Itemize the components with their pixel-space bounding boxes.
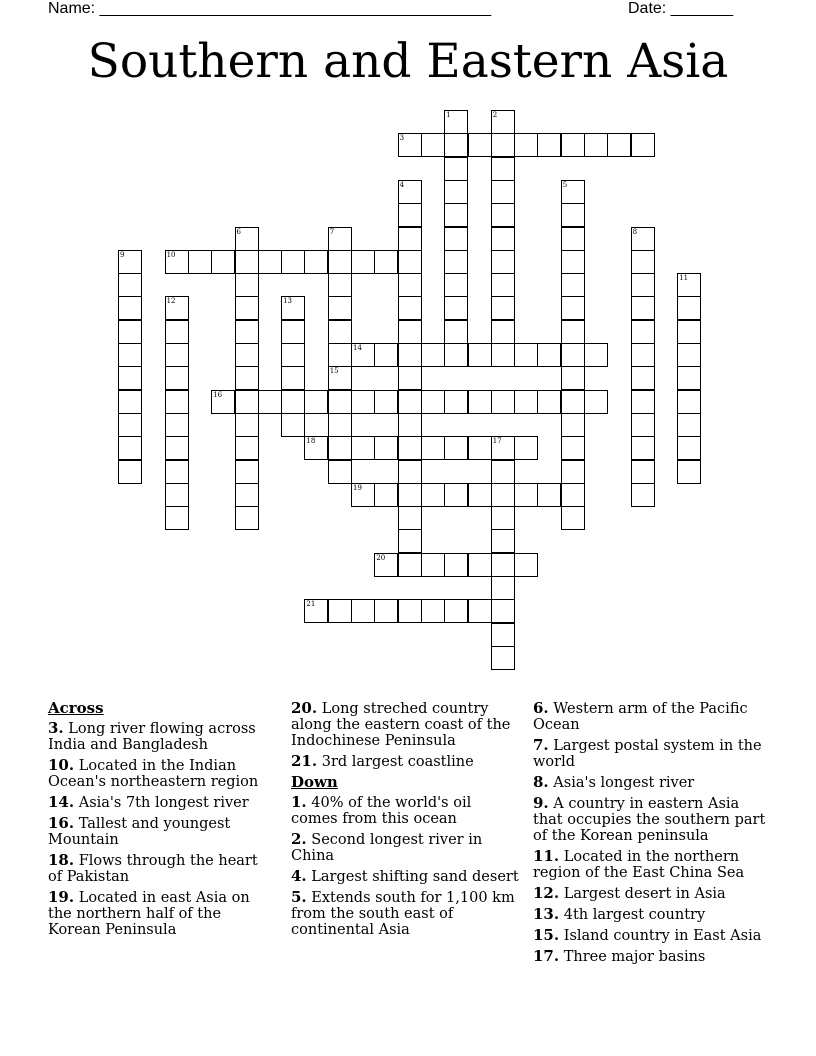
clue-number-label: 21 [306,600,316,609]
clue-number: 15. [533,926,560,944]
grid-cell[interactable] [561,133,585,157]
clue-text: Long river flowing across India and Bangladesh [48,721,256,753]
clue-number-label: 2 [492,111,498,119]
grid-cell[interactable] [165,343,189,367]
grid-cell[interactable] [304,599,328,623]
grid-cell[interactable] [444,133,468,157]
grid-cell[interactable] [398,529,422,553]
clue-number: 17. [533,947,560,965]
grid-cell[interactable] [235,366,259,390]
clue-number: 1. [291,793,307,811]
clue-number-label: 15 [329,367,339,376]
grid-cell[interactable] [304,250,328,274]
grid-cell[interactable] [514,553,538,577]
grid-cell[interactable] [165,436,189,460]
grid-cell[interactable] [491,646,515,670]
grid-cell[interactable] [165,483,189,507]
grid-cell[interactable] [631,133,655,157]
clue-text: Asia's longest river [553,775,695,791]
clue-number: 2. [291,830,307,848]
grid-cell[interactable] [468,343,492,367]
name-field-line: Name: ____________________________________________ [48,0,492,17]
clue-number: 3. [48,719,64,737]
grid-cell[interactable] [281,343,305,367]
grid-cell[interactable] [561,227,585,251]
grid-cell[interactable] [677,413,701,437]
grid-cell[interactable] [561,436,585,460]
clue-number-label: 7 [329,227,335,236]
grid-cell[interactable] [631,227,655,251]
grid-cell[interactable] [677,320,701,344]
across-clue [291,753,519,770]
down-clue [533,906,773,923]
grid-cell[interactable] [468,599,492,623]
grid-cell[interactable] [561,366,585,390]
grid-cell[interactable] [444,180,468,204]
grid-cell[interactable] [328,227,352,251]
grid-cell[interactable] [398,553,422,577]
grid-cell[interactable] [514,390,538,414]
across-heading: Across [48,699,104,717]
clue-text: Three major basins [563,949,706,965]
grid-cell[interactable] [677,460,701,484]
grid-cell[interactable] [444,390,468,414]
grid-cell[interactable] [491,623,515,647]
grid-cell[interactable] [561,320,585,344]
grid-cell[interactable] [118,296,142,320]
grid-cell[interactable] [118,390,142,414]
clue-text: A country in eastern Asia that occupies the southern part of the Korean peninsula [533,796,766,844]
clue-number: 21. [291,752,318,770]
grid-cell[interactable] [537,390,561,414]
clue-number: 8. [533,773,549,791]
grid-cell[interactable] [491,250,515,274]
grid-cell[interactable] [491,273,515,297]
down-clue [291,831,519,864]
grid-cell[interactable] [398,250,422,274]
grid-cell[interactable] [351,390,375,414]
clue-text: Extends south for 1,100 km from the south east of continental Asia [291,890,515,938]
clue-number-label: 19 [353,483,362,492]
down-clue [291,794,519,827]
grid-cell[interactable] [491,296,515,320]
grid-cell[interactable] [398,390,422,414]
grid-cell[interactable] [374,250,398,274]
grid-cell[interactable] [491,157,515,181]
grid-cell[interactable] [328,343,352,367]
grid-cell[interactable] [491,529,515,553]
grid-cell[interactable] [444,203,468,227]
grid-cell[interactable] [561,460,585,484]
grid-cell[interactable] [235,436,259,460]
grid-cell[interactable] [398,320,422,344]
grid-cell[interactable] [584,343,608,367]
grid-cell[interactable] [537,343,561,367]
clue-number-label: 14 [353,344,362,352]
clue-number-label: 18 [306,437,316,446]
grid-cell[interactable] [444,110,468,134]
grid-cell[interactable] [118,436,142,460]
clue-text: 3rd largest coastline [321,754,474,770]
grid-cell[interactable] [235,296,259,320]
grid-cell[interactable] [631,320,655,344]
clue-number: 19. [48,888,75,906]
grid-cell[interactable] [281,390,305,414]
grid-cell[interactable] [398,203,422,227]
grid-cell[interactable] [258,250,282,274]
clue-number: 13. [533,905,560,923]
grid-cell[interactable] [398,133,422,157]
grid-cell[interactable] [468,553,492,577]
grid-cell[interactable] [561,413,585,437]
grid-cell[interactable] [677,436,701,460]
grid-cell[interactable] [514,483,538,507]
clue-text: Western arm of the Pacific Ocean [533,701,748,733]
clue-number: 16. [48,814,75,832]
grid-cell[interactable] [165,366,189,390]
grid-cell[interactable] [165,460,189,484]
clue-text: 4th largest country [563,907,706,923]
grid-cell[interactable] [235,460,259,484]
clue-number: 7. [533,736,549,754]
grid-cell[interactable] [421,390,445,414]
clue-number: 10. [48,756,75,774]
grid-cell[interactable] [281,366,305,390]
clue-number-label: 8 [632,227,638,236]
down-clue [533,774,773,791]
clue-number: 12. [533,884,560,902]
clue-number: 11. [533,847,560,865]
down-clue [533,948,773,965]
down-clue [533,927,773,944]
grid-cell[interactable] [398,599,422,623]
grid-cell[interactable] [444,157,468,181]
grid-cell[interactable] [398,413,422,437]
clue-text: Island country in East Asia [563,928,762,944]
grid-cell[interactable] [491,133,515,157]
grid-cell[interactable] [584,390,608,414]
grid-cell[interactable] [258,390,282,414]
clue-number-label: 5 [562,180,568,189]
grid-cell[interactable] [561,250,585,274]
grid-cell[interactable] [165,320,189,344]
page-title: Southern and Eastern Asia [87,34,729,89]
grid-cell[interactable] [631,483,655,507]
clues-column-2 [291,700,519,942]
grid-cell[interactable] [398,366,422,390]
grid-cell[interactable] [398,296,422,320]
grid-cell[interactable] [468,390,492,414]
grid-cell[interactable] [235,227,259,251]
down-clue [533,737,773,770]
grid-cell[interactable] [491,227,515,251]
grid-cell[interactable] [677,296,701,320]
clue-number-label: 17 [492,437,502,446]
grid-cell[interactable] [468,483,492,507]
grid-cell[interactable] [491,390,515,414]
grid-cell[interactable] [444,250,468,274]
grid-cell[interactable] [491,343,515,367]
grid-cell[interactable] [561,296,585,320]
clue-text: Long streched country along the eastern coast of the Indochinese Peninsula [291,701,511,749]
grid-cell[interactable] [631,390,655,414]
grid-cell[interactable] [421,133,445,157]
clue-number-label: 1 [446,111,451,119]
grid-cell[interactable] [235,320,259,344]
clue-number: 18. [48,851,75,869]
grid-cell[interactable] [584,133,608,157]
grid-cell[interactable] [328,390,352,414]
clue-number: 6. [533,699,549,717]
clue-number-label: 16 [213,390,223,399]
grid-cell[interactable] [328,436,352,460]
grid-cell[interactable] [235,273,259,297]
clue-text: Largest desert in Asia [563,886,726,902]
grid-cell[interactable] [118,460,142,484]
grid-cell[interactable] [328,460,352,484]
clue-text: Located in east Asia on the northern half of the Korean Peninsula [48,890,250,938]
grid-cell[interactable] [374,483,398,507]
clue-number: 14. [48,793,75,811]
down-clue [291,868,519,885]
grid-cell[interactable] [188,250,212,274]
grid-cell[interactable] [165,506,189,530]
across-clue [291,700,519,749]
grid-cell[interactable] [444,296,468,320]
grid-cell[interactable] [118,366,142,390]
grid-cell[interactable] [491,483,515,507]
across-clue [48,757,276,790]
clue-number: 5. [291,888,307,906]
grid-cell[interactable] [444,436,468,460]
clue-number: 20. [291,699,318,717]
grid-cell[interactable] [561,506,585,530]
grid-cell[interactable] [351,436,375,460]
clue-number: 4. [291,867,307,885]
down-clue [533,795,773,844]
grid-cell[interactable] [677,343,701,367]
grid-cell[interactable] [444,227,468,251]
grid-cell[interactable] [398,343,422,367]
grid-cell[interactable] [328,296,352,320]
grid-cell[interactable] [398,506,422,530]
grid-cell[interactable] [561,483,585,507]
grid-cell[interactable] [421,553,445,577]
grid-cell[interactable] [491,320,515,344]
grid-cell[interactable] [537,133,561,157]
grid-cell[interactable] [118,273,142,297]
grid-cell[interactable] [304,390,328,414]
grid-cell[interactable] [165,413,189,437]
grid-cell[interactable] [118,343,142,367]
grid-cell[interactable] [328,599,352,623]
grid-cell[interactable] [304,436,328,460]
grid-cell[interactable] [374,343,398,367]
grid-cell[interactable] [631,273,655,297]
grid-cell[interactable] [165,250,189,274]
grid-cell[interactable] [421,599,445,623]
grid-cell[interactable] [374,436,398,460]
grid-cell[interactable] [165,390,189,414]
grid-cell[interactable] [677,273,701,297]
grid-cell[interactable] [444,599,468,623]
grid-cell[interactable] [235,343,259,367]
grid-cell[interactable] [351,483,375,507]
grid-cell[interactable] [351,343,375,367]
grid-cell[interactable] [561,203,585,227]
clue-number-label: 9 [120,250,125,259]
clue-text: 40% of the world's oil comes from this ocean [291,795,472,827]
grid-cell[interactable] [235,483,259,507]
grid-cell[interactable] [444,273,468,297]
down-clue [533,885,773,902]
grid-cell[interactable] [235,413,259,437]
clue-text: Largest shifting sand desert [311,869,519,885]
clue-text: Second longest river in China [291,832,483,864]
clue-text: Located in the northern region of the East China Sea [533,849,745,881]
date-field-line: Date: _______ [628,0,733,17]
clue-number-label: 11 [679,274,689,283]
grid-cell[interactable] [444,343,468,367]
down-heading: Down [291,773,338,791]
grid-cell[interactable] [491,110,515,134]
grid-cell[interactable] [421,436,445,460]
grid-cell[interactable] [421,343,445,367]
clue-text: Flows through the heart of Pakistan [48,853,258,885]
grid-cell[interactable] [468,133,492,157]
clues-column-3 [533,700,773,969]
grid-cell[interactable] [211,250,235,274]
grid-cell[interactable] [444,483,468,507]
clue-number: 9. [533,794,549,812]
across-clue [48,720,276,753]
clue-text: Asia's 7th longest river [78,795,249,811]
across-clue [48,852,276,885]
clues-column-1 [48,700,276,942]
grid-cell[interactable] [328,273,352,297]
grid-cell[interactable] [235,506,259,530]
clue-number-label: 13 [283,297,293,306]
grid-cell[interactable] [328,366,352,390]
grid-cell[interactable] [491,460,515,484]
grid-cell[interactable] [398,273,422,297]
grid-cell[interactable] [631,436,655,460]
grid-cell[interactable] [491,599,515,623]
grid-cell[interactable] [561,390,585,414]
grid-cell[interactable] [281,413,305,437]
across-clue [48,889,276,938]
down-clue [533,848,773,881]
grid-cell[interactable] [631,366,655,390]
grid-cell[interactable] [328,320,352,344]
grid-cell[interactable] [444,553,468,577]
clue-text: Tallest and youngest Mountain [48,816,231,848]
grid-cell[interactable] [491,203,515,227]
grid-cell[interactable] [374,553,398,577]
grid-cell[interactable] [118,250,142,274]
grid-cell[interactable] [118,413,142,437]
grid-cell[interactable] [677,390,701,414]
grid-cell[interactable] [514,133,538,157]
grid-cell[interactable] [514,343,538,367]
grid-cell[interactable] [561,343,585,367]
grid-cell[interactable] [398,180,422,204]
across-clue [48,815,276,848]
grid-cell[interactable] [631,460,655,484]
grid-cell[interactable] [561,273,585,297]
grid-cell[interactable] [677,366,701,390]
clue-number-label: 6 [236,227,241,236]
grid-cell[interactable] [607,133,631,157]
grid-cell[interactable] [491,553,515,577]
grid-cell[interactable] [468,436,492,460]
clue-number-label: 10 [166,250,176,259]
grid-cell[interactable] [537,483,561,507]
grid-cell[interactable] [374,599,398,623]
clue-number-label: 12 [166,297,176,306]
grid-cell[interactable] [281,250,305,274]
grid-cell[interactable] [211,390,235,414]
grid-cell[interactable] [328,250,352,274]
grid-cell[interactable] [398,227,422,251]
grid-cell[interactable] [514,436,538,460]
grid-cell[interactable] [631,250,655,274]
grid-cell[interactable] [491,506,515,530]
grid-cell[interactable] [351,250,375,274]
grid-cell[interactable] [491,436,515,460]
grid-cell[interactable] [118,320,142,344]
grid-cell[interactable] [398,483,422,507]
grid-cell[interactable] [165,296,189,320]
grid-cell[interactable] [631,343,655,367]
across-clue [48,794,276,811]
clue-number-label: 20 [376,553,386,562]
clue-number-label: 4 [399,180,405,189]
grid-cell[interactable] [374,390,398,414]
grid-cell[interactable] [281,296,305,320]
down-clue [533,700,773,733]
grid-cell[interactable] [631,413,655,437]
grid-cell[interactable] [491,576,515,600]
clue-text: Located in the Indian Ocean's northeastern region [48,758,259,790]
grid-cell[interactable] [281,320,305,344]
grid-cell[interactable] [421,483,445,507]
grid-cell[interactable] [235,250,259,274]
clue-text: Largest postal system in the world [533,738,762,770]
grid-cell[interactable] [398,460,422,484]
grid-cell[interactable] [631,296,655,320]
grid-cell[interactable] [351,599,375,623]
clue-number-label: 3 [399,134,405,143]
grid-cell[interactable] [328,413,352,437]
down-clue [291,889,519,938]
grid-cell[interactable] [561,180,585,204]
grid-cell[interactable] [491,180,515,204]
grid-cell[interactable] [235,390,259,414]
grid-cell[interactable] [398,436,422,460]
grid-cell[interactable] [444,320,468,344]
